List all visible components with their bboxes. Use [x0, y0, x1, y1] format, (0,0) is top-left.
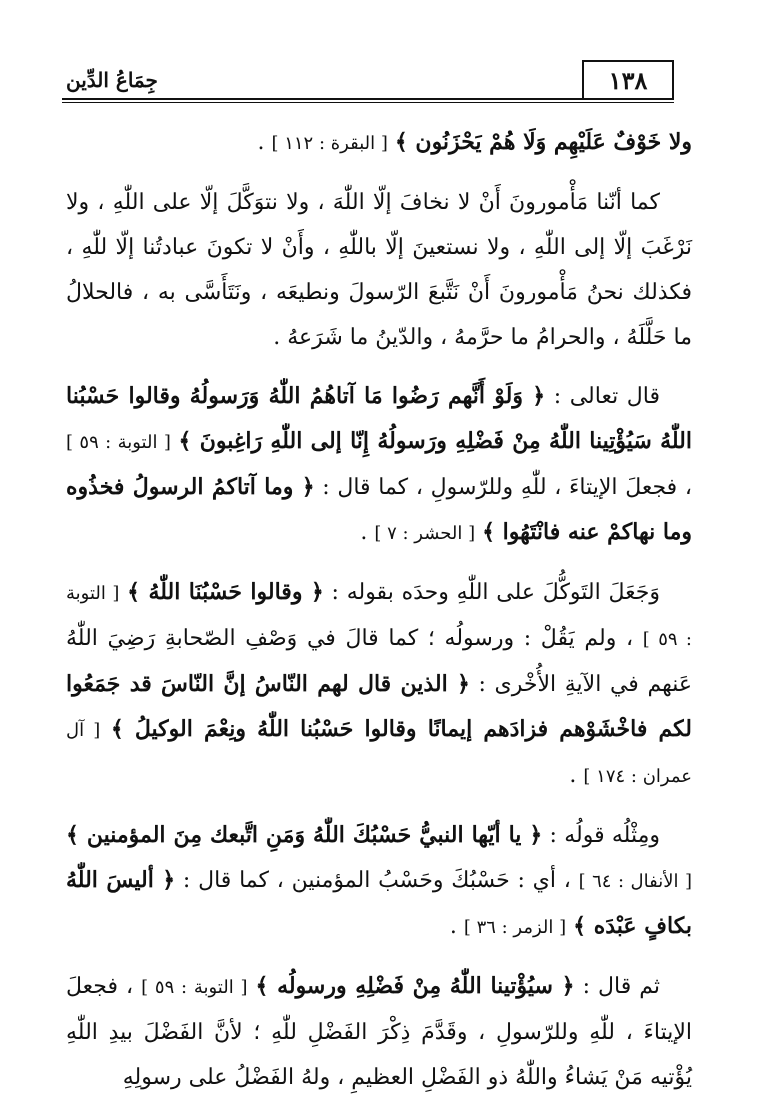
verse-reference: [ التوبة : ٥٩ ]: [66, 583, 692, 650]
body-text: وَجَعَلَ التَوكُّلَ على اللّٰهِ وحدَه بقوله :: [323, 580, 660, 605]
paragraph: [66, 180, 692, 360]
quran-quote: ﴿ وَلَوْ أَنَّهم رَضُوا مَا آتاهُمُ اللّٰهُ وَرَسولُهُ وقالوا حَسْبُنا اللّٰهُ سَيُؤْتِينا اللّٰهُ مِنْ فَضْلِهِ ورَسولُهُ إِنّا إلى اللّٰهِ رَاغِبونَ ﴾: [66, 383, 692, 454]
body-text: ومِثْلُه قولُه :: [542, 823, 660, 848]
page-number-box: [582, 60, 674, 98]
quran-quote: ﴿ وما آتاكمُ الرسولُ فخذُوه وما نهاكمْ عنه فانْتَهُوا ﴾: [66, 474, 692, 545]
page-body: [66, 120, 692, 1114]
paragraph: [66, 120, 692, 166]
body-text: ، ولم يَقُلْ : ورسولُه ؛ كما قالَ في وَصْفِ الصّحابةِ رَضِيَ اللّٰهُ عَنهم في الآيةِ الأُخْرى :: [66, 626, 692, 697]
header-rule: [62, 98, 674, 100]
verse-reference: [ الزمر : ٣٦ ]: [463, 917, 567, 938]
quran-quote: ﴿ يا أيّها النبيُّ حَسْبُكَ اللّٰهُ وَمَنِ اتَّبعك مِنَ المؤمنين ﴾: [66, 822, 543, 848]
body-text: [247, 974, 255, 999]
body-text: [171, 429, 179, 454]
verse-reference: [ التوبة : ٥٩ ]: [141, 977, 248, 998]
verse-reference: [ البقرة : ١١٢ ]: [271, 133, 388, 154]
paragraph: [66, 570, 692, 799]
quran-quote: ﴿ سيُؤْتينا اللّٰهُ مِنْ فَضْلِهِ ورسولُه ﴾: [255, 973, 575, 999]
quran-quote: ﴿ وقالوا حَسْبُنَا اللّٰهُ ﴾: [127, 579, 324, 605]
body-text: .: [360, 520, 375, 545]
body-text: ، فجعلَ الإيتاءَ ، للّٰهِ وللرّسولِ ، وقَدَّمَ ذِكْرَ الفَضْلِ للّٰهِ ؛ لأنَّ الفَضْلَ بيدِ اللّٰهِ يُؤْتيه مَنْ يَشاءُ واللّٰهُ ذو الفَضْلِ العظيمِ ، ولهُ الفَضْلُ على رسولِهِ: [66, 974, 692, 1090]
body-text: ، أي : حَسْبُكَ وحَسْبُ المؤمنين ، كما قال :: [175, 868, 579, 893]
verse-reference: [ الحشر : ٧ ]: [374, 523, 476, 544]
page-number: ١٣٨: [608, 65, 648, 95]
quran-quote: ولا خَوْفٌ عَلَيْهِم وَلَا هُمْ يَحْزَنُون ﴾: [394, 129, 692, 155]
body-text: [119, 580, 127, 605]
running-title: جِمَاعُ الدِّين: [66, 68, 158, 92]
paragraph: [66, 813, 692, 950]
quran-quote: ﴿ الذين قال لهم النّاسُ إنَّ النّاسَ قد جَمَعُوا لكم فاخْشَوْهم فزادَهم إيمانًا وقالوا حَسْبُنا اللّٰهُ ونِعْمَ الوكيلُ ﴾: [66, 671, 693, 742]
paragraph: [66, 964, 692, 1100]
body-text: [100, 717, 111, 742]
body-text: .: [569, 763, 584, 788]
body-text: [388, 130, 395, 155]
header-rule-thin: [62, 102, 674, 103]
paragraph: [66, 374, 692, 556]
verse-reference: [ التوبة : ٥٩ ]: [66, 432, 171, 453]
body-text: كما أنّنا مَأْمورونَ أَنْ لا نخافَ إلّا اللّٰهَ ، ولا نتوَكَّلَ إلّا على اللّٰهِ ، ولا نَرْغَبَ إلّا إلى اللّٰهِ ، ولا نستعينَ إلّا باللّٰهِ ، وأَنْ لا تكونَ عبادتُنا إلّا للّٰهِ ، فكذلك نحنُ مَأْمورونَ أَنْ نَتَّبعَ الرّسولَ ونطيعَه ، ونَتَأَسَّى به ، فالحلالُ ما حَلَّلَهُ ، والحرامُ ما حرَّمهُ ، والدّينُ ما شَرَعهُ .: [66, 190, 692, 350]
quran-quote: ﴿ أليسَ اللّٰهُ بكافٍ عَبْدَه ﴾: [66, 867, 692, 939]
body-text: ، فجعلَ الإيتاءَ ، للّٰهِ وللرّسولِ ، كما قال :: [314, 475, 692, 500]
body-text: .: [257, 130, 272, 155]
verse-reference: [ آل عمران : ١٧٤ ]: [66, 720, 692, 787]
body-text: قال تعالى :: [545, 384, 661, 409]
body-text: ثم قال :: [574, 974, 660, 999]
verse-reference: [ الأنفال : ٦٤ ]: [578, 871, 692, 892]
page-header: [62, 60, 674, 102]
body-text: .: [449, 914, 464, 939]
